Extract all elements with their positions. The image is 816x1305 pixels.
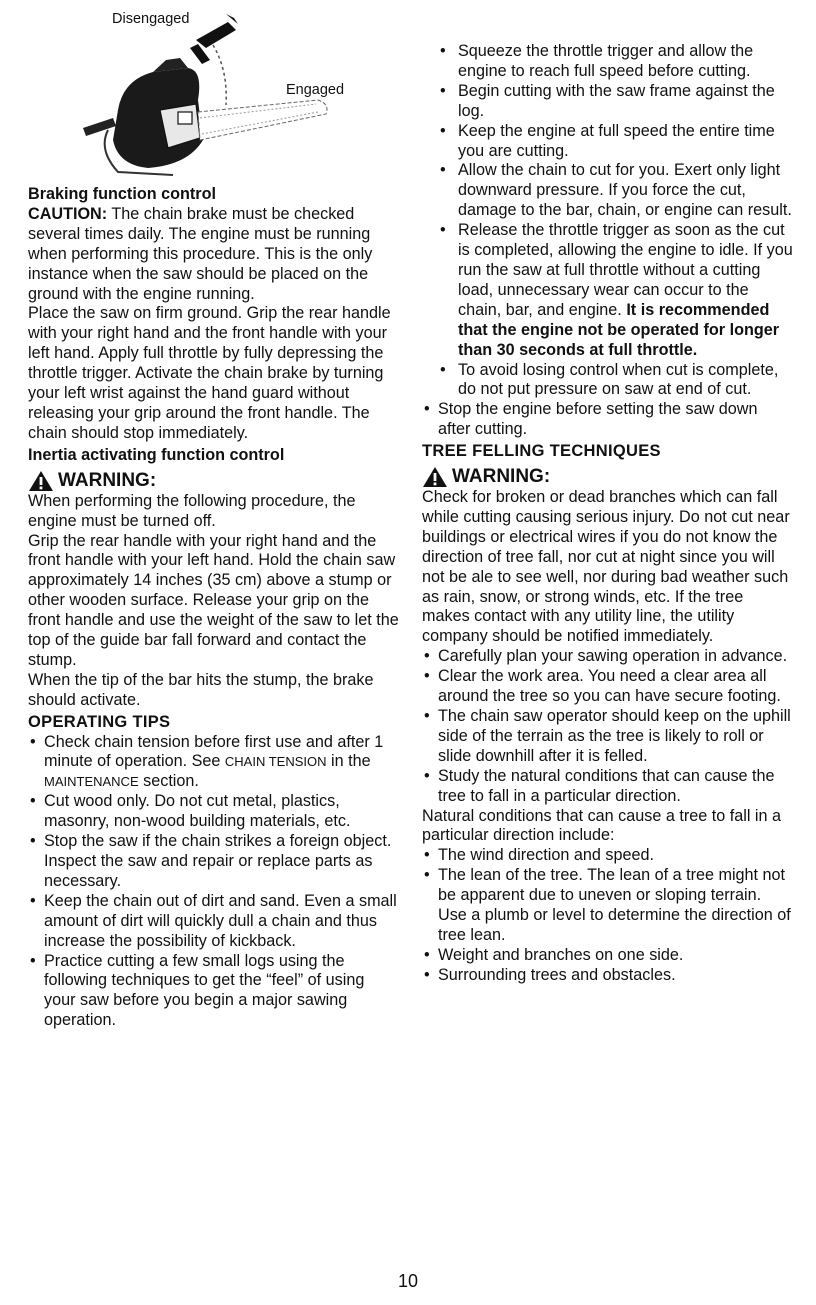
- list-item: • Keep the chain out of dirt and sand. Even a small amount of dirt will quickly dull a chain and thus increase the possibility of kickback.: [28, 892, 400, 952]
- left-column: [28, 0, 400, 1031]
- chain-tension-ref: CHAIN TENSION: [224, 754, 327, 770]
- list-item: • Study the natural conditions that can cause the tree to fall in a particular direction.: [422, 767, 794, 807]
- operating-tips-heading: OPERATING TIPS: [28, 712, 171, 731]
- list-item: [28, 733, 400, 793]
- inertia-heading: Inertia activating function control: [28, 445, 285, 464]
- list-item: • Stop the engine before setting the saw down after cutting.: [422, 400, 794, 440]
- list-item: • Surrounding trees and obstacles.: [422, 966, 794, 986]
- braking-paragraph: Place the saw on firm ground. Grip the rear handle with your right hand and the front handle with your left hand. Apply full throttle by fully depressing the throttle trigger. Activate the chain brake by turning your left wrist against the hand guard without releasing your grip around the front handle. The chain should stop immediately.: [28, 304, 391, 442]
- caution-text: The chain brake must be checked several times daily. The engine must be running when performing this procedure. This is the only instance when the saw should be placed on the ground with the engine running.: [28, 204, 373, 303]
- tip-text: in the: [326, 752, 371, 771]
- cutting-technique-list: [422, 42, 794, 400]
- list-item: • The lean of the tree. The lean of a tree might not be apparent due to uneven or sloping terrain. Use a plumb or level to determine the direction of tree lean.: [422, 866, 794, 946]
- chain-brake-figure: [78, 0, 345, 185]
- list-item: • Cut wood only. Do not cut metal, plastics, masonry, non-wood building materials, etc.: [28, 792, 400, 832]
- list-item: • Weight and branches on one side.: [422, 946, 794, 966]
- page-number: 10: [397, 1271, 419, 1291]
- inertia-paragraph-2: When the tip of the bar hits the stump, the brake should activate.: [28, 670, 374, 709]
- engaged-label: Engaged: [286, 82, 345, 98]
- felling-warning-text: Check for broken or dead branches which can fall while cutting causing serious injury. Do not cut near buildings or electrical wires if you do not know the direction of tree fall, nor cut at night since you will not be ale to see well, nor during bad weather such as rain, snow, or strong winds, etc. If the tree makes contact with any utility line, the utility company should be notified immediately.: [422, 488, 790, 646]
- operating-tips-list: [28, 733, 400, 1032]
- list-item: • To avoid losing control when cut is complete, do not put pressure on saw at end of cut.: [436, 361, 794, 401]
- list-item: • Begin cutting with the saw frame against the log.: [436, 82, 794, 122]
- stop-engine-list: [422, 400, 794, 440]
- braking-heading: Braking function control: [28, 185, 216, 203]
- disengaged-label: Disengaged: [112, 11, 190, 27]
- inertia-paragraph-1: Grip the rear handle with your right hand and the front handle with your left hand. Hold the chain saw approximately 14 inches (35 cm) above a stump or other wooden surface. Release your grip on the front handle and use the weight of the saw to let the top of the guide bar fall forward and contact the stump.: [28, 531, 399, 669]
- caution-paragraph: [28, 205, 400, 305]
- warning-label: WARNING:: [58, 469, 157, 491]
- warning-triangle-icon: [28, 470, 54, 492]
- list-item: • Allow the chain to cut for you. Exert only light downward pressure. If you force the cut, damage to the bar, chain, or engine can result.: [436, 161, 794, 221]
- tip-text: section.: [138, 772, 199, 791]
- natural-conditions-paragraph: Natural conditions that can cause a tree to fall in a particular direction include:: [422, 806, 782, 845]
- felling-warning-line: [422, 466, 794, 488]
- recommendation-text: It is recommended that the engine not be operated for longer than 30 seconds at full throttle.: [458, 300, 780, 359]
- list-item: • Keep the engine at full speed the entire time you are cutting.: [436, 122, 794, 162]
- list-item: • Clear the work area. You need a clear area all around the tree so you can have secure footing.: [422, 667, 794, 707]
- tip-text: Check chain tension before first use and after 1 minute of operation. See: [44, 732, 384, 771]
- caution-label: CAUTION:: [28, 204, 108, 223]
- list-item: • The wind direction and speed.: [422, 846, 794, 866]
- felling-list: [422, 647, 794, 806]
- tree-felling-heading: TREE FELLING TECHNIQUES: [422, 442, 661, 461]
- list-item: • Practice cutting a few small logs using the following techniques to get the “feel” of using your saw before you begin a major sawing operation.: [28, 952, 400, 1032]
- warning-label: WARNING:: [452, 466, 551, 488]
- list-item: • The chain saw operator should keep on the uphill side of the terrain as the tree is likely to roll or slide downhill after it is felled.: [422, 707, 794, 767]
- list-item: [436, 221, 794, 360]
- right-column: [422, 42, 794, 986]
- inertia-warning-text: When performing the following procedure, the engine must be turned off.: [28, 491, 356, 530]
- natural-conditions-list: [422, 846, 794, 985]
- inertia-warning-line: [28, 470, 400, 492]
- release-text: Release the throttle trigger as soon as the cut is completed, allowing the engine to idle. If you run the saw at full throttle without a cutting load, unnecessary wear can occur to the chain, bar, and engine.: [458, 221, 793, 319]
- list-item: • Squeeze the throttle trigger and allow the engine to reach full speed before cutting.: [436, 42, 794, 82]
- list-item: • Carefully plan your sawing operation in advance.: [422, 647, 794, 667]
- maintenance-ref: MAINTENANCE: [44, 774, 139, 790]
- warning-triangle-icon: [422, 466, 448, 488]
- list-item: • Stop the saw if the chain strikes a foreign object. Inspect the saw and repair or replace parts as necessary.: [28, 832, 400, 892]
